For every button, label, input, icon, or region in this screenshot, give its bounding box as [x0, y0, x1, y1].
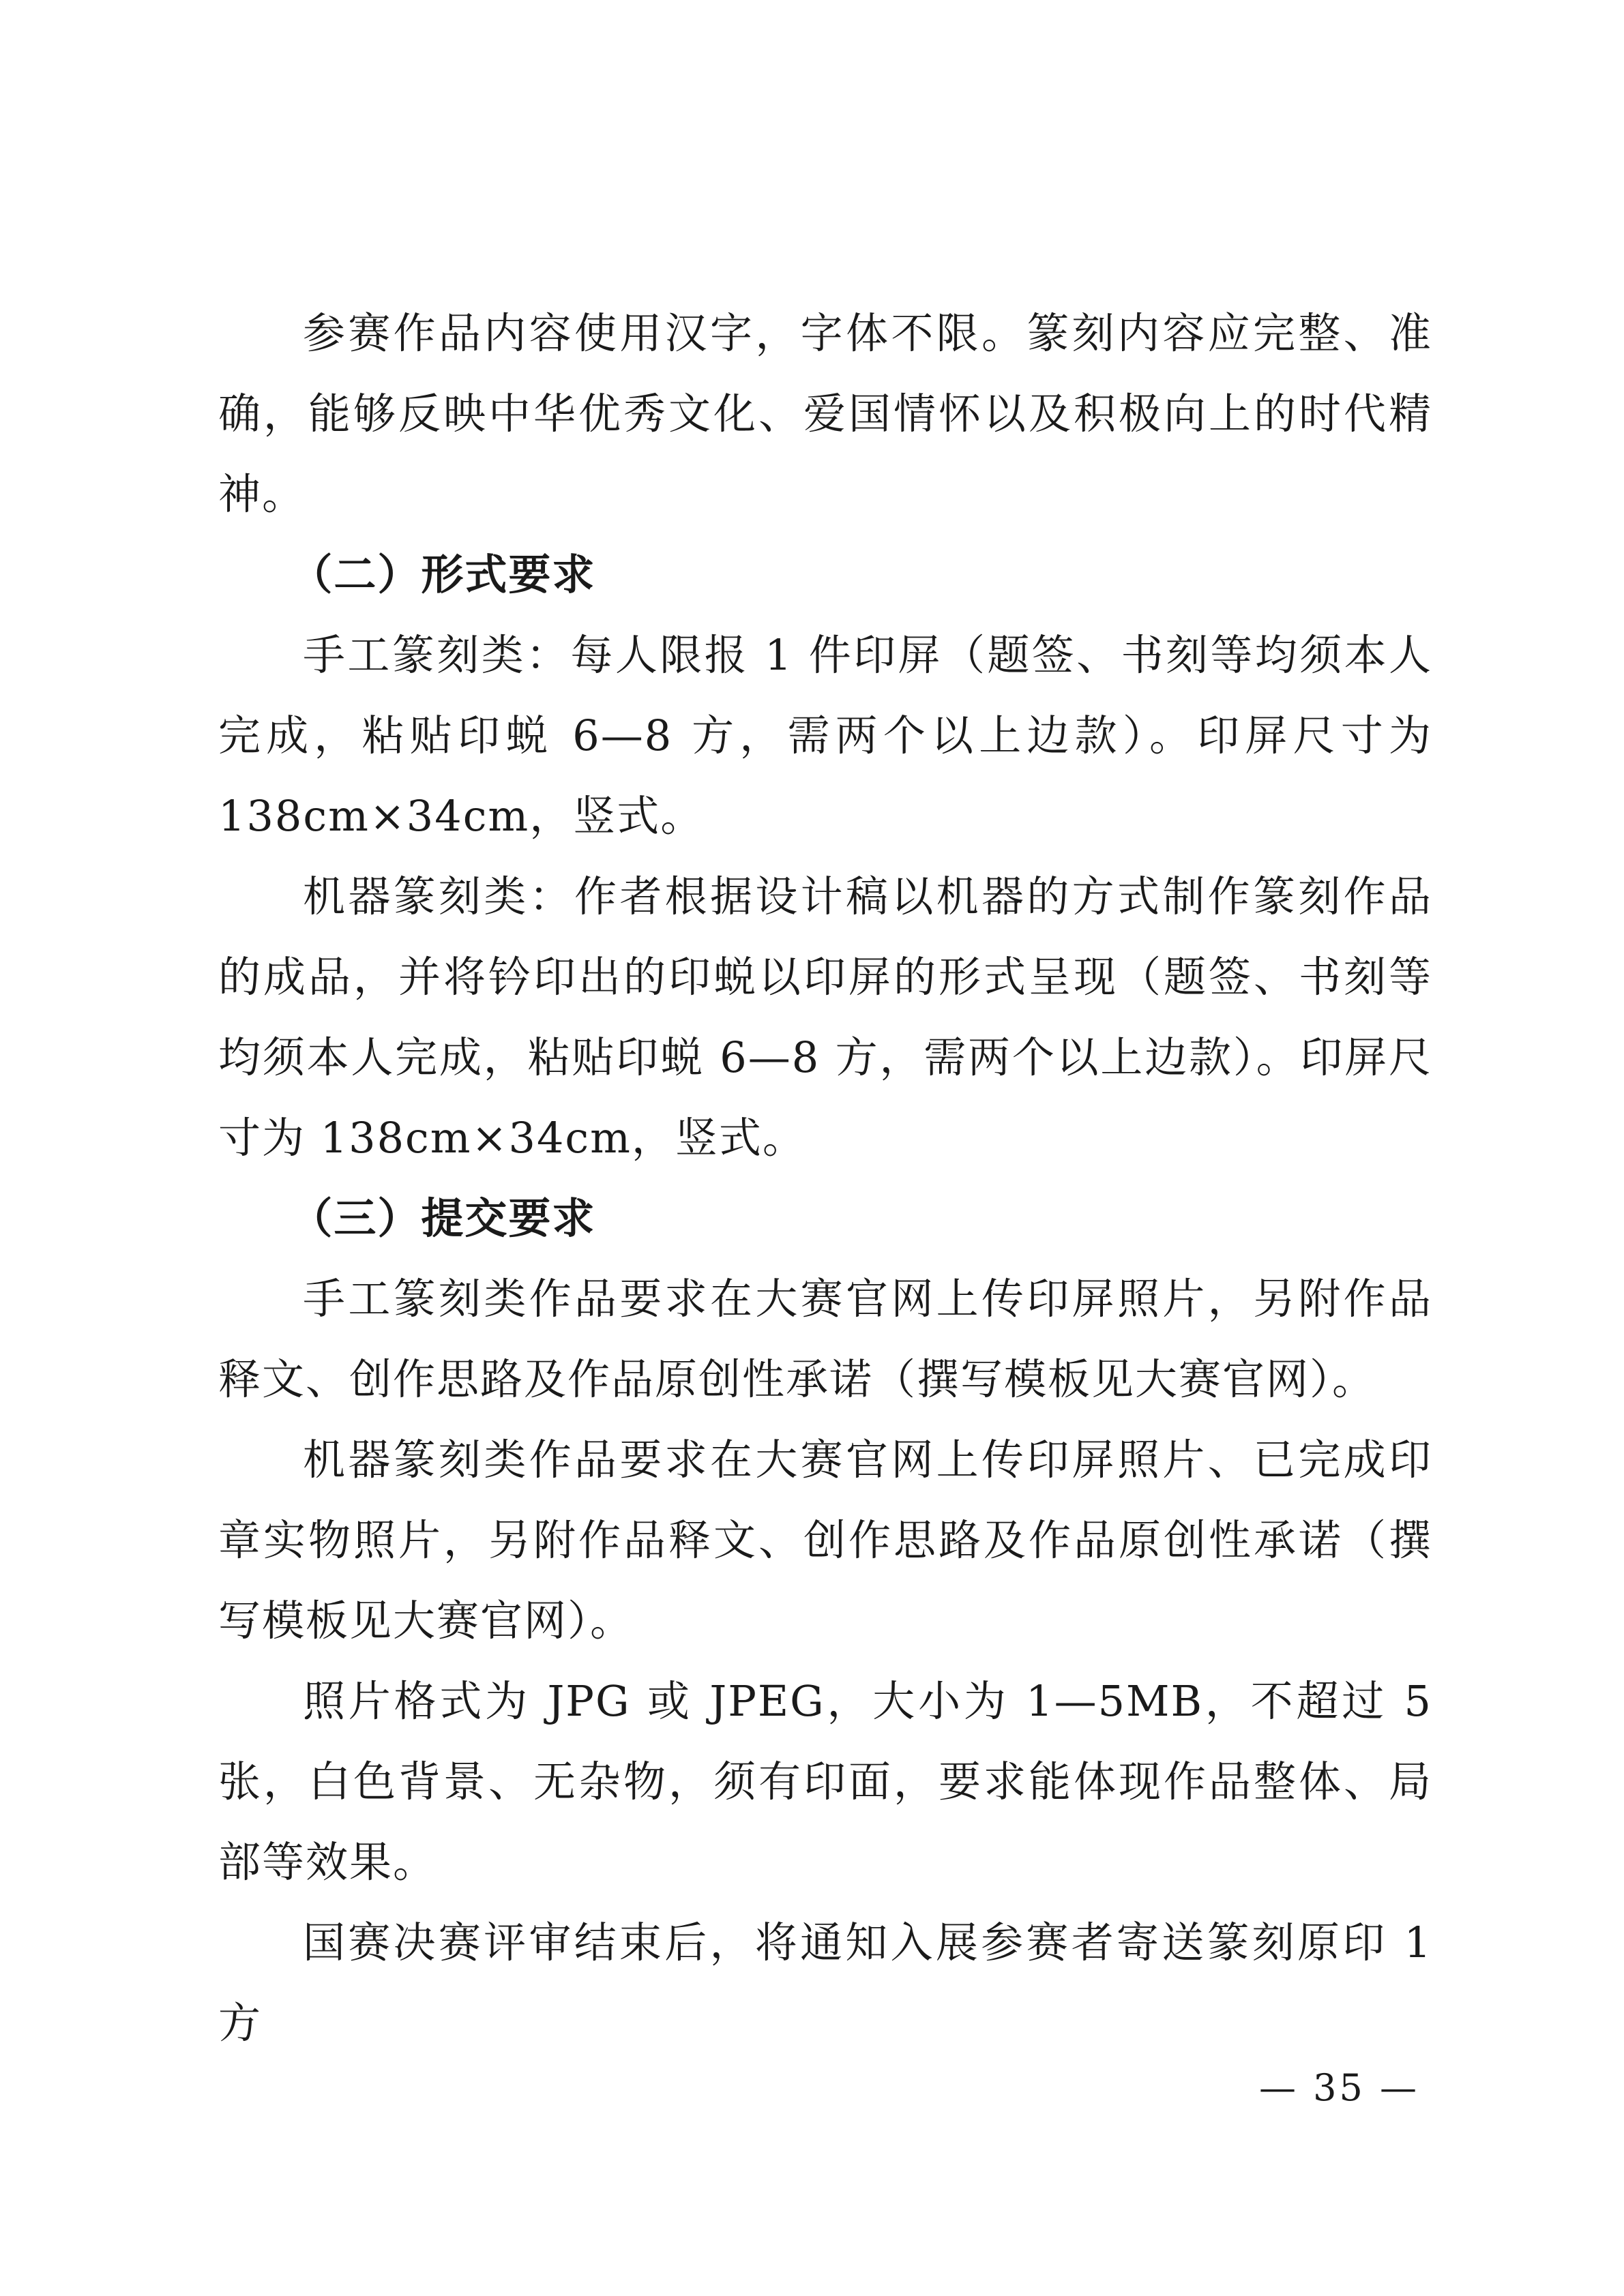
- section-heading-form-requirements: （二）形式要求: [290, 550, 596, 599]
- paragraph-final-review: 国赛决赛评审结束后，将通知入展参赛者寄送篆刻原印 1 方: [218, 1918, 1432, 2048]
- paragraph-machine-submission: 机器篆刻类作品要求在大赛官网上传印屏照片、已完成印章实物照片，另附作品释文、创作思路及作品原创性承诺（撰写模板见大赛官网）。: [218, 1435, 1432, 1645]
- section-heading-submission-requirements: （三）提交要求: [290, 1193, 596, 1243]
- paragraph-manual-carving: 手工篆刻类：每人限报 1 件印屏（题签、书刻等均须本人完成，粘贴印蜕 6—8 方，需两个以上边款）。印屏尺寸为 138cm×34cm，竖式。: [218, 630, 1432, 841]
- paragraph-machine-carving: 机器篆刻类：作者根据设计稿以机器的方式制作篆刻作品的成品，并将钤印出的印蜕以印屏的形式呈现（题签、书刻等均须本人完成，粘贴印蜕 6—8 方，需两个以上边款）。印屏尺寸为 138cm×34cm，竖式。: [218, 871, 1432, 1163]
- document-body: [218, 293, 1432, 2063]
- page-number: — 35 —: [1258, 2066, 1419, 2109]
- paragraph-content-requirements: 参赛作品内容使用汉字，字体不限。篆刻内容应完整、准确，能够反映中华优秀文化、爱国情怀以及积极向上的时代精神。: [218, 308, 1432, 519]
- paragraph-manual-submission: 手工篆刻类作品要求在大赛官网上传印屏照片，另附作品释文、创作思路及作品原创性承诺（撰写模板见大赛官网）。: [218, 1274, 1432, 1404]
- paragraph-photo-format: 照片格式为 JPG 或 JPEG，大小为 1—5MB，不超过 5 张，白色背景、无杂物，须有印面，要求能体现作品整体、局部等效果。: [218, 1676, 1432, 1887]
